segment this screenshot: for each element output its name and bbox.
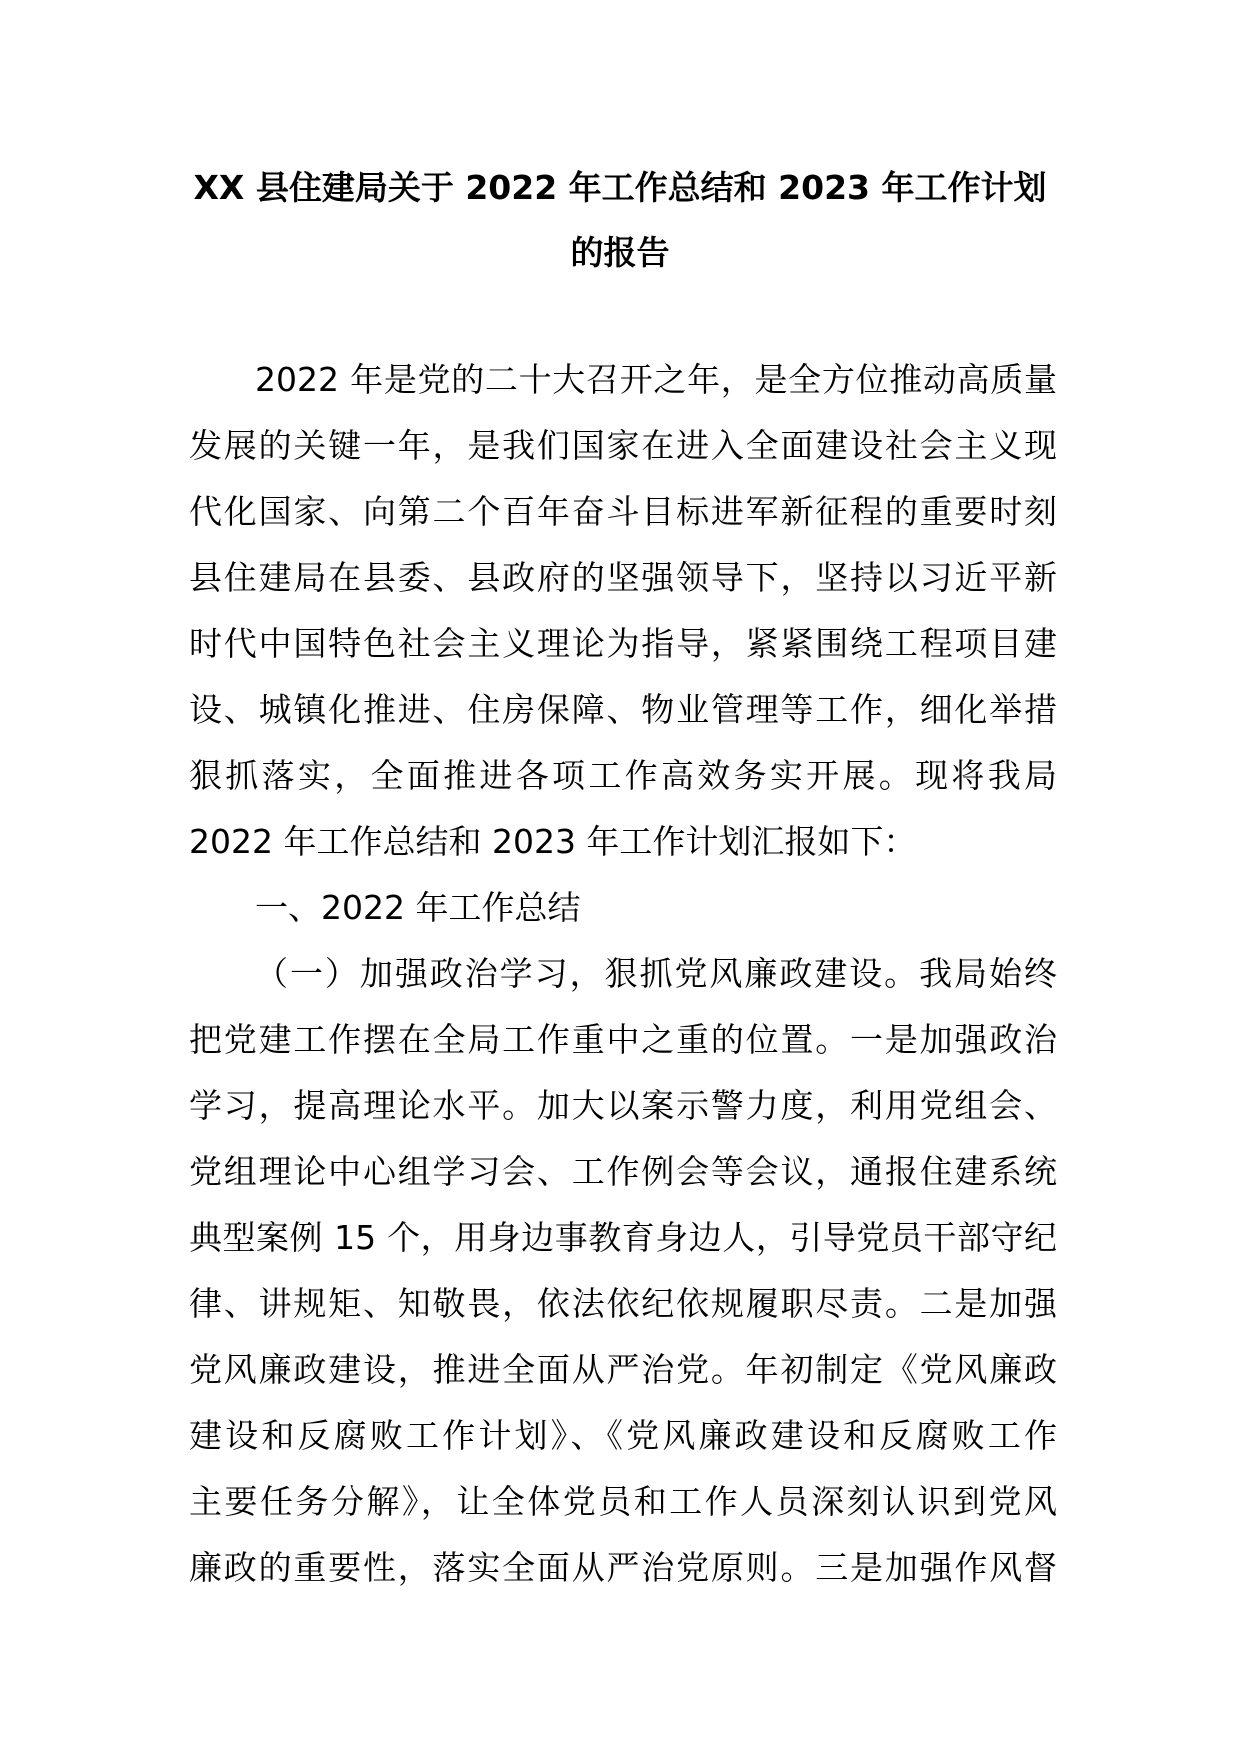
body-line: 学习，提高理论水平。加大以案示警力度，利用党组会、: [189, 1086, 1057, 1125]
document-title-line-2: 的报告: [570, 233, 670, 272]
body-line: 2022 年工作总结和 2023 年工作计划汇报如下：: [189, 822, 917, 861]
document-body: [189, 358, 1057, 1612]
body-line: 建设和反腐败工作计划》、《党风廉政建设和反腐败工作: [189, 1416, 1057, 1455]
body-line: 设、城镇化推进、住房保障、物业管理等工作，细化举措: [189, 690, 1057, 729]
body-line: （一）加强政治学习，狠抓党风廉政建设。我局始终: [255, 954, 1057, 993]
body-line: 把党建工作摆在全局工作重中之重的位置。一是加强政治: [189, 1020, 1057, 1059]
body-line: 县住建局在县委、县政府的坚强领导下，坚持以习近平新: [189, 558, 1057, 597]
body-line: 典型案例 15 个，用身边事教育身边人，引导党员干部守纪: [189, 1218, 1057, 1257]
document-title-line-1: XX 县住建局关于 2022 年工作总结和 2023 年工作计划: [193, 168, 1047, 207]
section-heading: 一、2022 年工作总结: [255, 888, 581, 927]
body-line: 代化国家、向第二个百年奋斗目标进军新征程的重要时刻: [189, 492, 1057, 531]
body-line: 党组理论中心组学习会、工作例会等会议，通报住建系统: [189, 1152, 1057, 1191]
body-line: 时代中国特色社会主义理论为指导，紧紧围绕工程项目建: [189, 624, 1057, 663]
body-line: 党风廉政建设，推进全面从严治党。年初制定《党风廉政: [189, 1350, 1057, 1389]
body-line: 2022 年是党的二十大召开之年，是全方位推动高质量: [255, 360, 1057, 399]
body-line: 廉政的重要性，落实全面从严治党原则。三是加强作风督: [189, 1548, 1057, 1587]
body-line: 狠抓落实，全面推进各项工作高效务实开展。现将我局: [189, 756, 1057, 795]
body-line: 发展的关键一年，是我们国家在进入全面建设社会主义现: [189, 426, 1057, 465]
body-line: 律、讲规矩、知敬畏，依法依纪依规履职尽责。二是加强: [189, 1284, 1057, 1323]
body-line: 主要任务分解》，让全体党员和工作人员深刻认识到党风: [189, 1482, 1057, 1521]
